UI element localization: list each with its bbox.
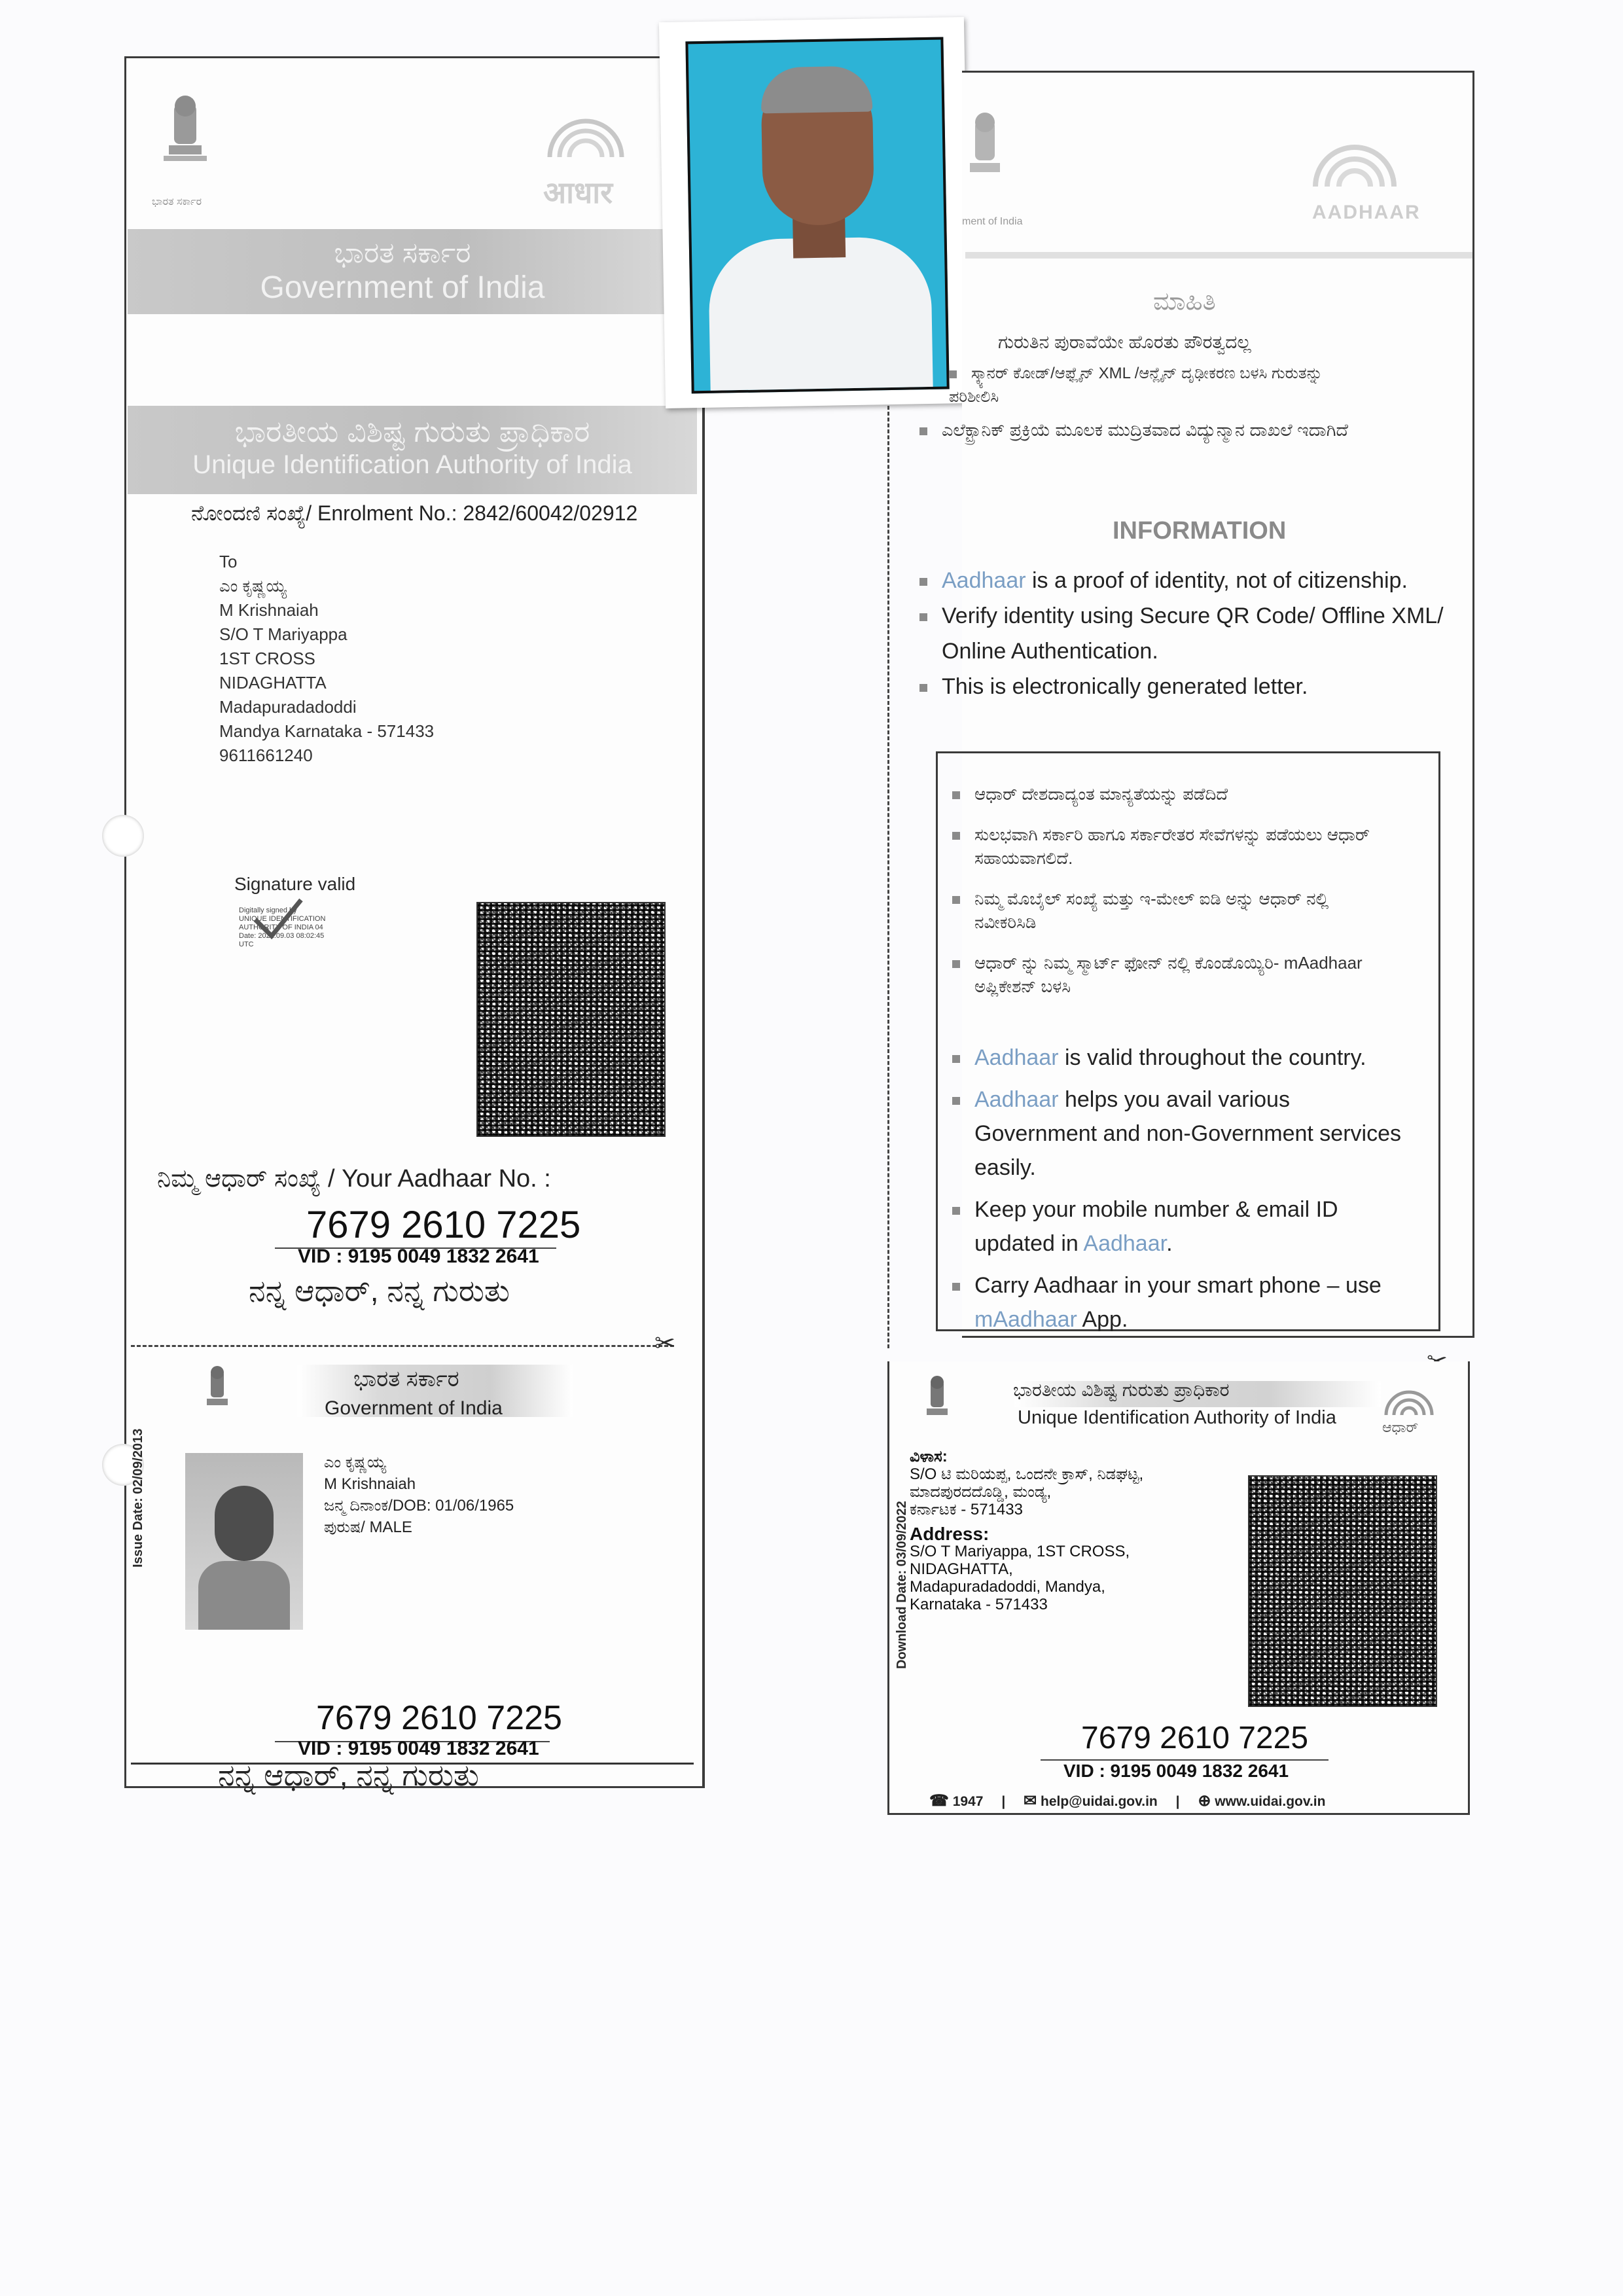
helpline-number: 1947 <box>952 1794 984 1809</box>
help-email: help@uidai.gov.in <box>1041 1794 1158 1809</box>
signature-valid-label: Signature valid <box>234 874 356 894</box>
card-photo <box>185 1453 303 1630</box>
website: www.uidai.gov.in <box>1215 1794 1326 1809</box>
email-icon: ✉ <box>1024 1792 1037 1810</box>
aadhaar-fingerprint-logo-icon <box>1380 1382 1438 1422</box>
address-line: NIDAGHATTA <box>219 673 327 692</box>
national-emblem-icon <box>149 92 221 190</box>
download-date: Download Date: 03/09/2022 <box>895 1501 909 1669</box>
front-govt-kannada: ಭಾರತ ಸರ್ಕಾರ <box>353 1367 459 1391</box>
letter-qr-code <box>476 902 666 1137</box>
digital-signature-block: Digitally signed by UNIQUE IDENTIFICATION AUTHORITY OF INDIA 04 Date: 2022.09.03 08:02:45 UTC <box>239 906 326 948</box>
aadhaar-logo-text: AADHAAR <box>1312 202 1421 223</box>
punch-hole <box>102 815 144 857</box>
front-tagline: ನನ್ನ ಆಧಾರ್, ನನ್ನ ಗುರುತು <box>218 1758 479 1792</box>
holder-name: M Krishnaiah <box>324 1475 416 1493</box>
photo-hair <box>760 65 872 113</box>
globe-icon: ⊕ <box>1198 1792 1211 1810</box>
back-uidai-english: Unique Identification Authority of India <box>1018 1407 1336 1428</box>
aadhaar-fingerprint-logo-icon <box>537 105 635 177</box>
photo-head <box>215 1486 274 1561</box>
holder-gender: ಪುರುಷ/ MALE <box>324 1518 412 1536</box>
address-line: Mandya Karnataka - 571433 <box>219 721 435 741</box>
back-aadhaar-number: 7679 2610 7225 <box>1081 1721 1309 1755</box>
front-vid: VID : 9195 0049 1832 2641 <box>298 1738 539 1759</box>
address-line: Madapuradadoddi <box>219 697 357 717</box>
uidai-english: Unique Identification Authority of India <box>192 450 632 479</box>
address-label-english: Address: <box>910 1524 990 1544</box>
tagline: ನನ್ನ ಆಧಾರ್, ನನ್ನ ಗುರುತು <box>249 1274 510 1308</box>
uidai-band <box>128 406 697 494</box>
holder-dob: ಜನ್ಮ ದಿನಾಂಕ/DOB: 01/06/1965 <box>324 1497 514 1515</box>
uidai-kannada: ಭಾರತೀಯ ವಿಶಿಷ್ಟ ಗುರುತು ಪ್ರಾಧಿಕಾರ <box>234 414 590 448</box>
government-band <box>128 229 677 314</box>
info-kannada-list: ಗುರುತಿನ ಪುರಾವೆಯೇ ಹೊರತು ಪೌರತ್ವದಲ್ಲ ಸ್ಕ್ಯಾನರ್ ಕೋಡ್/ಆಫ್ಲೈನ್ XML /ಆನ್ಲೈನ್ ದೃಢೀಕರಣ ಬಳಸಿ ಗುರುತನ್ನು ಪರಿಶೀಲಿಸಿ ಎಲೆಕ್ಟ್ರಾನಿಕ್ ಪ್ರಕ್ರಿಯೆ ಮೂಲಕ ಮುದ್ರಿತವಾದ ವಿದ್ಯುನ್ಮಾನ ದಾಖಲೆ ಇದಾಗಿದೆ <box>919 331 1443 442</box>
holder-name-kannada: ಎಂ ಕೃಷ್ಣಯ್ಯ <box>324 1454 387 1471</box>
photo-frame <box>685 37 949 394</box>
back-uidai-kannada: ಭಾರತೀಯ ವಿಶಿಷ್ಟ ಗುರುತು ಪ್ರಾಧಿಕಾರ <box>1013 1380 1230 1400</box>
address-line: To <box>219 552 238 571</box>
front-aadhaar-number: 7679 2610 7225 <box>316 1699 562 1737</box>
national-emblem-icon <box>198 1365 237 1424</box>
address-line: M Krishnaiah <box>219 600 319 620</box>
info-title: INFORMATION <box>1113 517 1287 545</box>
recipient-address <box>219 550 434 768</box>
aadhaar-fingerprint-logo-icon <box>1302 128 1407 200</box>
right-panel-left-edge <box>887 406 889 1348</box>
cut-line <box>131 1345 674 1347</box>
aadhaar-number: 7679 2610 7225 <box>306 1204 581 1246</box>
contact-bar: ☎ 1947 | ✉ help@uidai.gov.in | ⊕ www.uidai.gov.in <box>929 1792 1326 1810</box>
signature-check-icon <box>252 897 304 942</box>
card-qr-code <box>1248 1475 1437 1707</box>
govt-kannada: ಭಾರತ ಸರ್ಕಾರ <box>334 237 471 269</box>
info-kannada-title: ಮಾಹಿತಿ <box>1153 288 1216 315</box>
back-address: ವಿಳಾಸ: S/O ಟಿ ಮರಿಯಪ್ಪ, ಒಂದನೇ ಕ್ರಾಸ್, ನಿಡಘಟ್ಟ, ಮಾದಪುರದದೊಡ್ಡಿ, ಮಂಡ್ಯ, ಕರ್ನಾಟಕ - 571433 Address: S/O T Mariyappa, 1ST CROSS, NIDAGHATTA, Madapuradadoddi, Mandya, Karnataka - 571433 <box>910 1448 1224 1613</box>
govt-english: Government of India <box>260 270 545 305</box>
national-emblem-icon <box>918 1374 957 1433</box>
scissors-icon: ✂ <box>654 1330 675 1357</box>
address-line: 9611661240 <box>219 745 313 765</box>
front-govt-english: Government of India <box>325 1397 503 1419</box>
phone-icon: ☎ <box>929 1792 949 1810</box>
address-line: ಎಂ ಕೃಷ್ಣಯ್ಯ <box>219 576 287 596</box>
address-line: 1ST CROSS <box>219 649 315 668</box>
national-emblem-icon <box>962 108 1008 200</box>
info-list: Aadhaar is a proof of identity, not of citizenship. Verify identity using Secure QR Code/ Offline XML/ Online Authentication. This is electronically generated letter. <box>919 563 1463 704</box>
issue-date: Issue Date: 02/09/2013 <box>131 1428 145 1568</box>
back-aadhaar-logo-text: ಆಧಾರ್ <box>1382 1419 1419 1435</box>
enrolment-number: ನೋಂದಣಿ ಸಂಖ್ಯೆ/ Enrolment No.: 2842/60042/02912 <box>191 501 638 525</box>
emblem-caption: ment of India <box>962 216 1023 227</box>
box-list: Aadhaar is valid throughout the country. Aadhaar helps you avail various Government and non-Government services easily. Keep your mobile number & email ID updated in Aadhaar. Carry Aadhaar in your smart phone – use mAadhaar App. <box>952 1041 1410 1336</box>
address-label-kannada: ವಿಳಾಸ: <box>910 1448 948 1465</box>
box-kannada-list: ಆಧಾರ್ ದೇಶದಾದ್ಯಂತ ಮಾನ್ಯತೆಯನ್ನು ಪಡೆದಿದೆ ಸುಲಭವಾಗಿ ಸರ್ಕಾರಿ ಹಾಗೂ ಸರ್ಕಾರೇತರ ಸೇವೆಗಳನ್ನು ಪಡೆಯಲು ಆಧಾರ್ ಸಹಾಯವಾಗಲಿದೆ. ನಿಮ್ಮ ಮೊಬೈಲ್ ಸಂಖ್ಯೆ ಮತ್ತು ಇ-ಮೇಲ್ ಐಡಿ ಅನ್ನು ಆಧಾರ್ ನಲ್ಲಿ ನವೀಕರಿಸಿಡಿ ಆಧಾರ್ ನ್ನು ನಿಮ್ಮ ಸ್ಮಾರ್ಟ್ ಫೋನ್ ನಲ್ಲಿ ಕೊಂಡೊಯ್ಯಿರಿ- mAadhaar ಅಪ್ಲಿಕೇಶನ್ ಬಳಸಿ <box>952 782 1371 998</box>
back-vid: VID : 9195 0049 1832 2641 <box>1063 1761 1289 1781</box>
vid-number: VID : 9195 0049 1832 2641 <box>298 1246 539 1267</box>
your-aadhaar-label: ನಿಮ್ಮ ಆಧಾರ್ ಸಂಖ್ಯೆ / Your Aadhaar No. : <box>157 1165 551 1193</box>
aadhaar-logo-text: आधार <box>543 175 613 209</box>
address-line: S/O T Mariyappa <box>219 624 348 644</box>
photo-shirt <box>708 236 933 393</box>
photo-body <box>198 1561 290 1630</box>
emblem-caption: ಭಾರತ ಸರ್ಕಾರ <box>152 196 202 207</box>
header-rule <box>965 252 1472 259</box>
holder-details <box>324 1452 514 1538</box>
